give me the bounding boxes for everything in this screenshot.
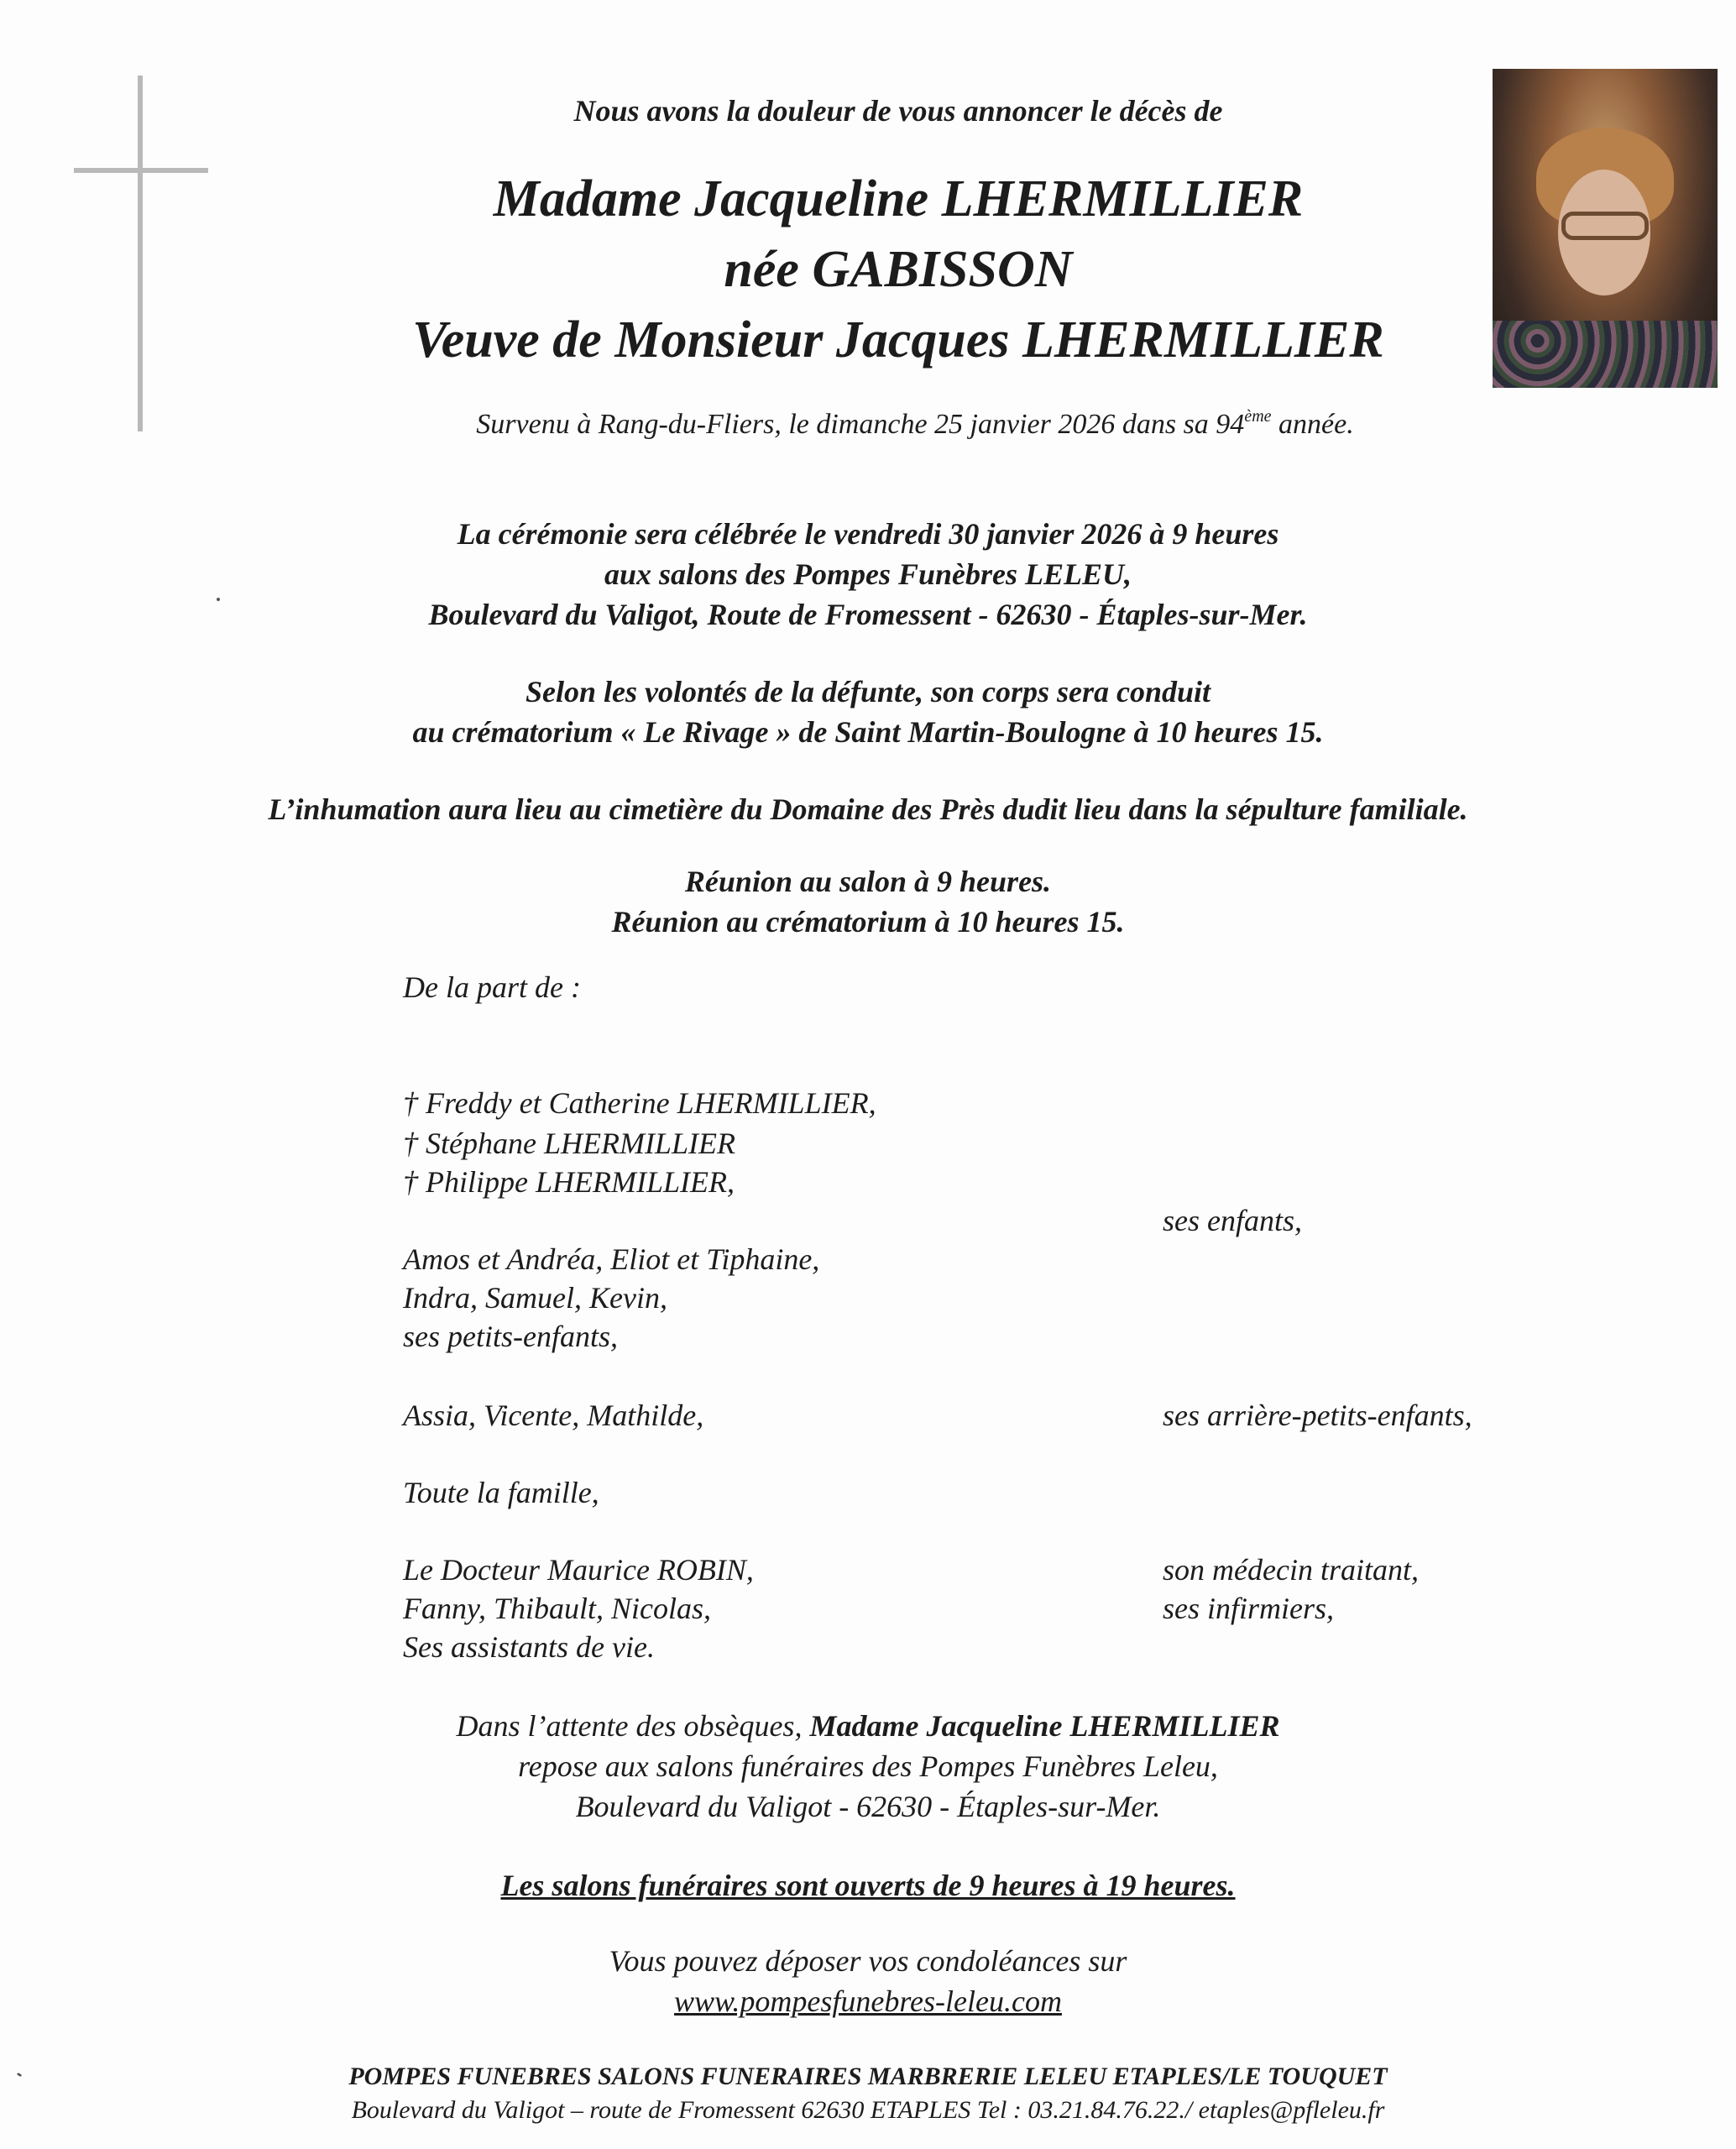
intro-text: Nous avons la douleur de vous annoncer le décès de [573,94,1223,128]
from-label: De la part de : [403,970,581,1004]
meeting-crematorium: Réunion au crématorium à 10 heures 15. [611,905,1125,939]
rest-line-3: Boulevard du Valigot - 62630 - Étaples-sur-Mer. [575,1790,1161,1823]
children-role: ses enfants, [1163,1204,1302,1237]
meeting-salon: Réunion au salon à 9 heures. [684,865,1052,898]
grandchildren-2: Indra, Samuel, Kevin, [403,1281,667,1315]
grandchildren-role: ses petits-enfants, [403,1320,618,1353]
rest-line-1: Dans l’attente des obsèques, Madame Jacqueline LHERMILLIER [456,1709,1280,1743]
caregiver-2: Fanny, Thibault, Nicolas, [403,1592,712,1625]
great-grandchildren: Assia, Vicente, Mathilde, [403,1399,704,1432]
ceremony-line-2: aux salons des Pompes Funèbres LELEU, [604,557,1132,591]
whole-family: Toute la famille, [403,1476,599,1509]
cremation-line-1: Selon les volontés de la défunte, son corps sera conduit [525,675,1211,708]
ceremony-line-1: La cérémonie sera célébrée le vendredi 30 janvier 2026 à 9 heures [457,517,1279,551]
death-notice: Survenu à Rang-du-Fliers, le dimanche 25 janvier 2026 dans sa 94ème année. [476,407,1354,440]
child-1: † Freddy et Catherine LHERMILLIER, [403,1086,876,1120]
ceremony-line-3: Boulevard du Valigot, Route de Fromessent - 62630 - Étaples-sur-Mer. [428,598,1308,631]
child-2: † Stéphane LHERMILLIER [403,1127,735,1160]
cremation-line-2: au crématorium « Le Rivage » de Saint Martin-Boulogne à 10 heures 15. [412,715,1324,749]
scan-speck [217,598,220,601]
rest-line-2: repose aux salons funéraires des Pompes Funèbres Leleu, [518,1749,1218,1783]
caregiver-role-2: ses infirmiers, [1163,1592,1335,1625]
footer-address: Boulevard du Valigot – route de Fromessent 62630 ETAPLES Tel : 03.21.84.76.22./ etaples@pfleleu.fr [351,2096,1385,2124]
condolences-url-row [0,1981,1736,2021]
footer-company: POMPES FUNEBRES SALONS FUNERAIRES MARBRERIE LELEU ETAPLES/LE TOUQUET [348,2063,1388,2090]
grandchildren-1: Amos et Andréa, Eliot et Tiphaine, [403,1242,820,1276]
condolences-text: Vous pouvez déposer vos condoléances sur [609,1944,1127,1978]
great-grandchildren-role: ses arrière-petits-enfants, [1163,1399,1472,1432]
condolences-link[interactable]: www.pompesfunebres-leleu.com [674,1984,1062,2018]
caregiver-3: Ses assistants de vie. [403,1630,655,1664]
deceased-name: Madame Jacqueline LHERMILLIER [493,170,1304,227]
maiden-name: née GABISSON [724,241,1073,298]
caregiver-role-1: son médecin traitant, [1163,1553,1419,1587]
child-3: † Philippe LHERMILLIER, [403,1165,735,1199]
caregiver-1: Le Docteur Maurice ROBIN, [403,1553,754,1587]
opening-hours: Les salons funéraires sont ouverts de 9 heures à 19 heures. [500,1869,1236,1902]
widow-line: Veuve de Monsieur Jacques LHERMILLIER [412,311,1384,369]
burial-line: L’inhumation aura lieu au cimetière du Domaine des Près dudit lieu dans la sépulture familiale. [268,792,1468,826]
